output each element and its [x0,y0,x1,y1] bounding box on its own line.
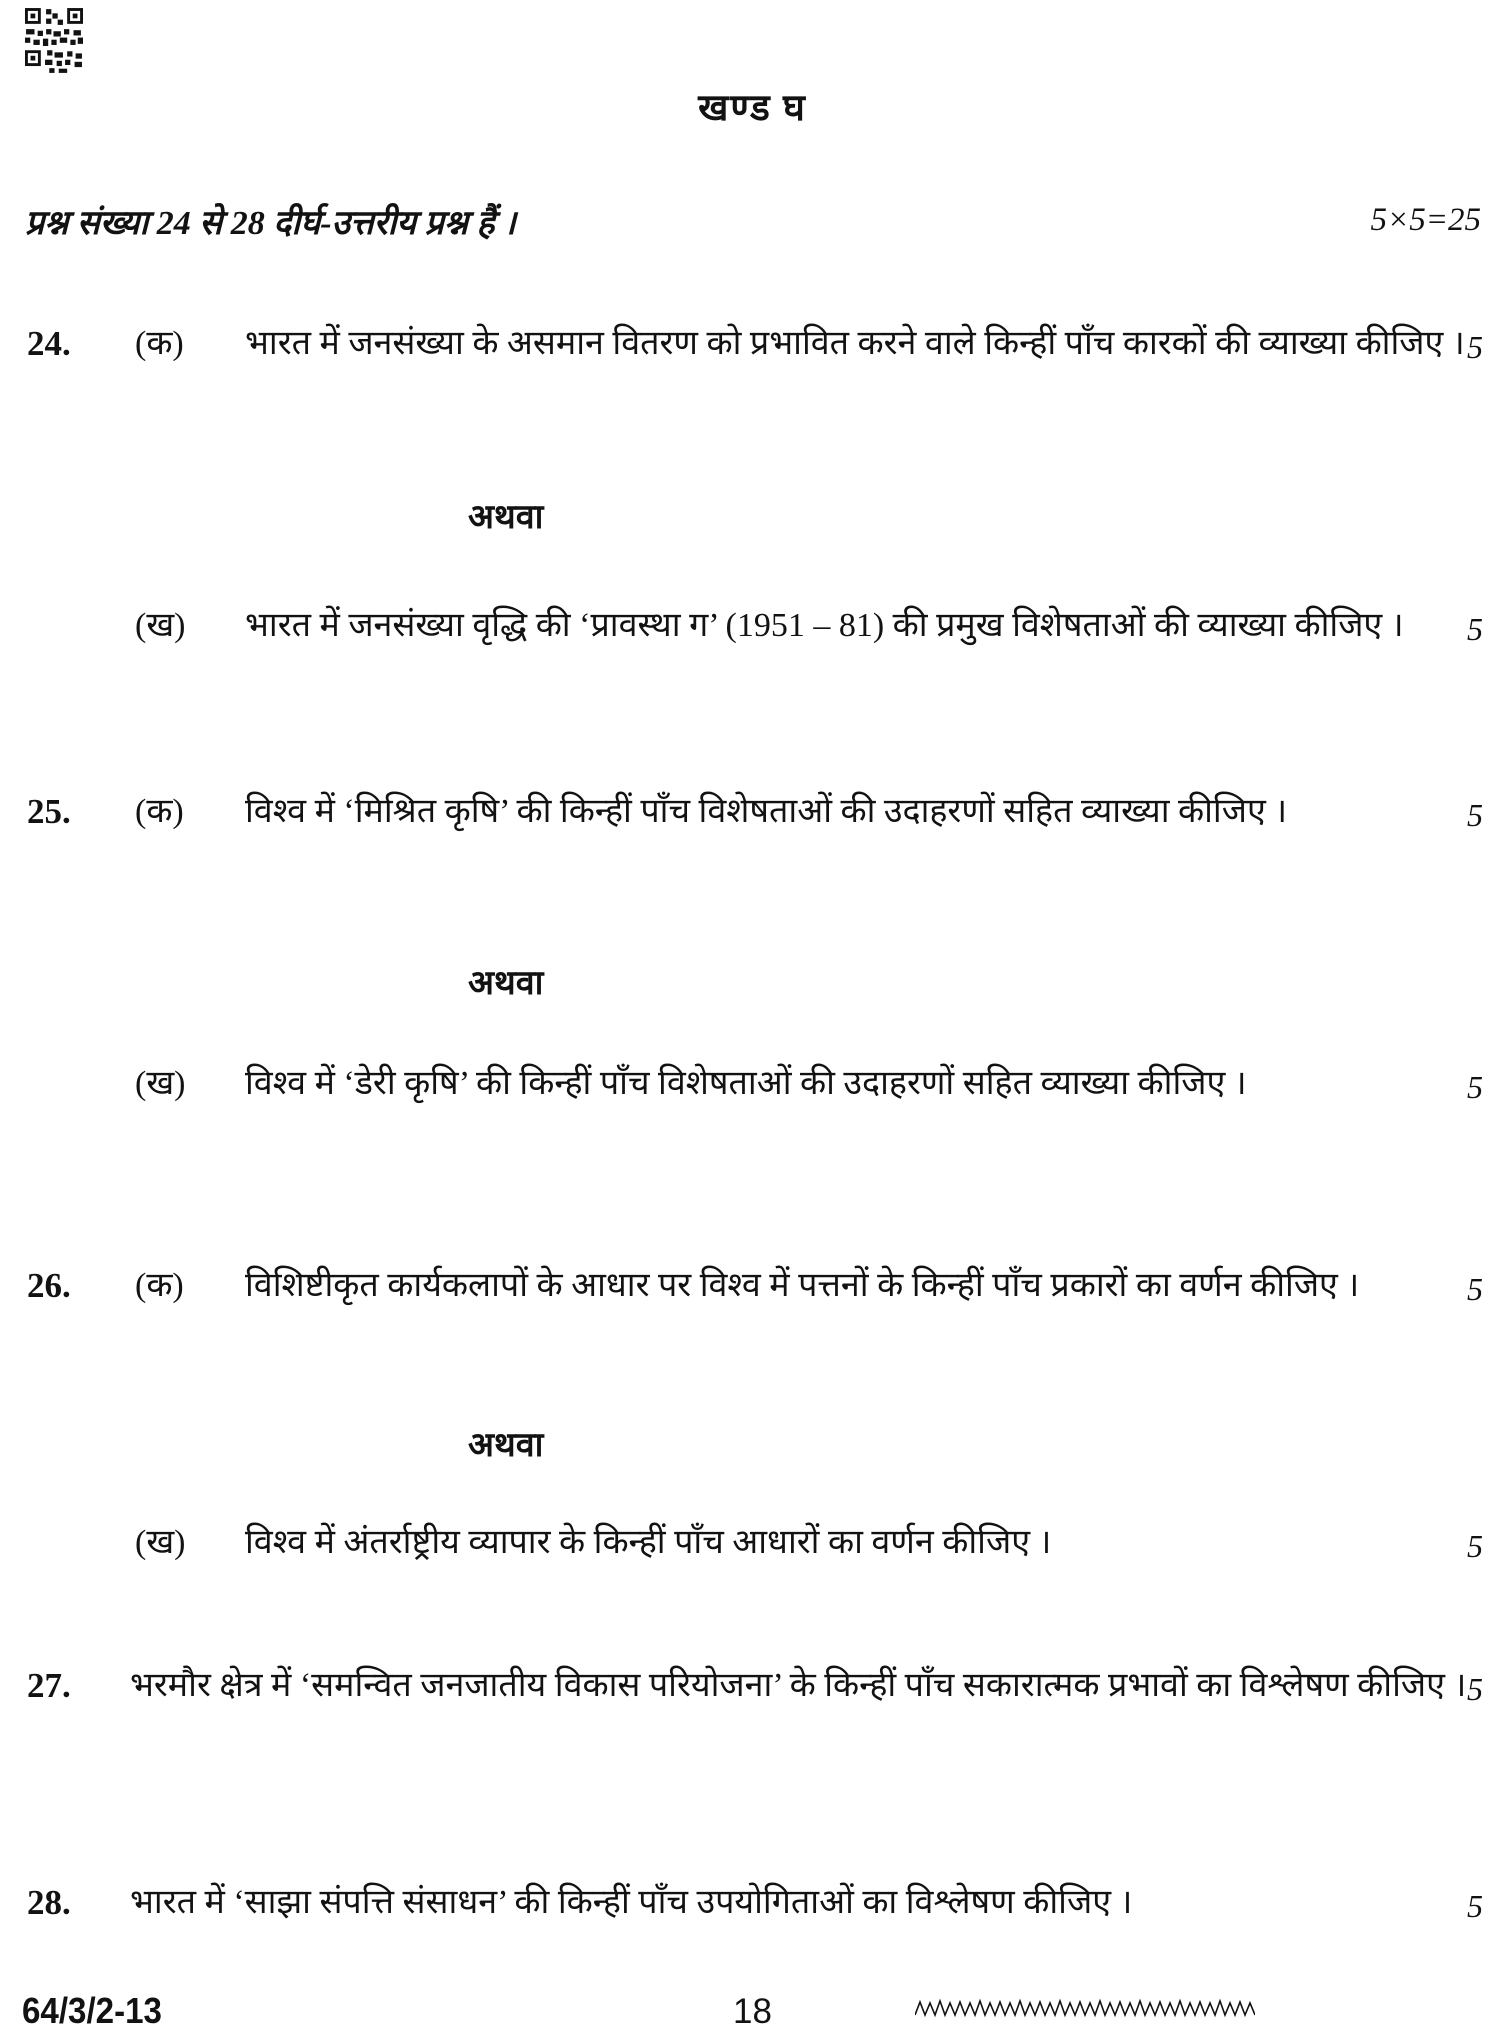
question-part-letter: (क) [135,1267,184,1304]
question-marks: 5 [1467,1671,1483,1707]
question-marks: 5 [1467,1271,1483,1307]
question-marks: 5 [1467,1069,1483,1105]
marks-scheme: 5×5=25 [1370,202,1481,238]
section-header: खण्ड घ [698,88,807,129]
question-part-letter: (क) [135,325,184,362]
question-number: 28. [27,1883,71,1922]
instruction-text: प्रश्न संख्या 24 से 28 दीर्घ-उत्तरीय प्रश्न हैं । [25,205,516,242]
question-marks: 5 [1467,1528,1483,1564]
question-text: भारत में जनसंख्या वृद्धि की ‘प्रावस्था ग’ (1951 – 81) की प्रमुख विशेषताओं की व्याख्या कीजिए । [245,607,1404,644]
question-number: 25. [27,792,71,831]
question-26a [0,1248,1505,1324]
question-part-letter: (क) [135,793,184,830]
question-marks: 5 [1467,329,1483,365]
question-marks: 5 [1467,1888,1483,1924]
question-25a [0,774,1505,850]
question-text: भारत में ‘साझा संपत्ति संसाधन’ की किन्हीं पाँच उपयोगिताओं का विश्लेषण कीजिए । [130,1884,1133,1921]
scribble-line-icon [915,1994,1255,2024]
question-marks: 5 [1467,797,1483,833]
paper-code: 64/3/2-13 [22,1990,162,2031]
question-part-letter: (ख) [135,1065,186,1102]
question-text: विश्व में अंतर्राष्ट्रीय व्यापार के किन्हीं पाँच आधारों का वर्णन कीजिए । [245,1524,1052,1561]
page-footer [0,1990,1505,2034]
question-number: 27. [27,1666,71,1705]
question-text: विश्व में ‘मिश्रित कृषि’ की किन्हीं पाँच विशेषताओं की उदाहरणों सहित व्याख्या कीजिए । [245,793,1288,830]
question-text: विश्व में ‘डेरी कृषि’ की किन्हीं पाँच विशेषताओं की उदाहरणों सहित व्याख्या कीजिए । [245,1065,1247,1102]
page-number: 18 [733,1992,772,2031]
question-part-letter: (ख) [135,607,186,644]
question-25b [0,1046,1505,1122]
question-number: 24. [27,324,71,363]
question-text: भरमौर क्षेत्र में ‘समन्वित जनजातीय विकास परियोजना’ के किन्हीं पाँच सकारात्मक प्रभावों का विश्लेषण कीजिए । [130,1667,1467,1704]
question-27 [0,1648,1505,1724]
question-26b [0,1505,1505,1581]
question-text: विशिष्टीकृत कार्यकलापों के आधार पर विश्व में पत्तनों के किन्हीं पाँच प्रकारों का वर्णन कीजिए । [245,1267,1360,1304]
or-label: अथवा [468,499,544,536]
qr-code [25,8,83,74]
question-24a [0,306,1505,382]
or-label: अथवा [468,1427,544,1464]
question-text: भारत में जनसंख्या के असमान वितरण को प्रभावित करने वाले किन्हीं पाँच कारकों की व्याख्या कीजिए । [245,325,1465,362]
question-24b [0,588,1505,664]
or-label: अथवा [468,965,544,1002]
question-marks: 5 [1467,611,1483,647]
question-part-letter: (ख) [135,1524,186,1561]
instruction-row [0,198,1505,258]
question-28 [0,1865,1505,1941]
question-number: 26. [27,1266,71,1305]
